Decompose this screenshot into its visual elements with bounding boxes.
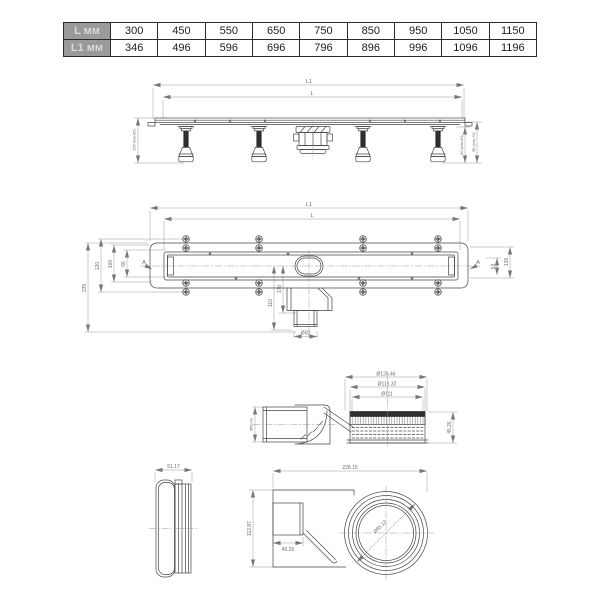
dim-label-l: L: [310, 91, 314, 97]
table-cell: 650: [252, 23, 299, 40]
dim-label-d111: Ø111: [381, 391, 393, 398]
bottom-view-drawing: [273, 486, 434, 582]
table-cell: 1050: [442, 23, 489, 40]
dim-label-l: L: [310, 213, 314, 219]
table-cell: 950: [394, 23, 441, 40]
dim-label-51-17: 51.17: [167, 464, 180, 470]
table-cell: 696: [252, 40, 299, 57]
table-cell: 850: [347, 23, 394, 40]
table-cell: 996: [394, 40, 441, 57]
table-cell: 1150: [489, 23, 536, 40]
dim-label-height-left: 105 (min-85): [132, 129, 137, 151]
adjustable-foot: [178, 127, 194, 162]
adjustable-foot: [355, 127, 371, 162]
trap-outline-top: [287, 288, 332, 327]
dim-label-45-26: 45.26: [447, 421, 453, 434]
dim-label-outlet-d50: Ø50: [300, 330, 311, 337]
dim-label-45-26b: 45.26: [281, 547, 295, 553]
bottom-views: [130, 455, 470, 600]
table-cell: 1096: [442, 40, 489, 57]
dim-label-height-right-outer: 98 (min-70): [472, 132, 476, 152]
dim-label-53: 53: [491, 263, 497, 270]
adjustable-foot: [430, 127, 446, 162]
dim-label-110: 110: [268, 299, 274, 307]
table-cell: 550: [205, 23, 252, 40]
dim-label-136: 136: [504, 257, 510, 267]
table-cell: 496: [158, 40, 205, 57]
table-row-L1: [64, 40, 537, 57]
dim-label-height-right-inner: 80 (min-60): [460, 135, 464, 155]
dim-label-66: 66: [121, 261, 127, 267]
table-cell: 346: [111, 40, 158, 57]
row-header-L: L мм: [64, 23, 111, 40]
dim-label-l1: L1: [305, 79, 313, 85]
end-view-drawing: [149, 480, 198, 577]
section-drawing: [253, 373, 428, 448]
table-cell: 450: [158, 23, 205, 40]
dim-label-170: 170: [277, 284, 283, 294]
dim-label-d50-09: Ø50.09: [249, 418, 254, 431]
dim-label-112-87: 112.87: [247, 521, 253, 536]
channel-body-drawing: [148, 118, 472, 162]
section-marker-a-left: A: [142, 260, 146, 266]
table-cell: 1196: [489, 40, 536, 57]
table-cell: 300: [111, 23, 158, 40]
adjustable-foot: [251, 127, 267, 162]
dim-label-228-15: 228.15: [342, 465, 358, 471]
table-cell: 896: [347, 40, 394, 57]
dim-label-120: 120: [95, 261, 101, 271]
dim-label-100: 100: [108, 259, 114, 269]
row-header-L1: L1 мм: [64, 40, 111, 57]
table-cell: 796: [300, 40, 347, 57]
size-table: [63, 22, 537, 57]
side-elevation-view: [60, 75, 540, 190]
table-row-L: [64, 23, 537, 40]
dim-label-l1: L1: [305, 202, 313, 208]
side-view-dimensions: [133, 79, 483, 163]
dim-label-d85-12: Ø85.12: [372, 519, 389, 536]
table-cell: 596: [205, 40, 252, 57]
dim-label-235: 235: [82, 283, 88, 293]
dim-label-d115: Ø115.32: [377, 381, 397, 388]
dim-label-d125: Ø125.46: [376, 371, 396, 378]
top-view-drawing: [140, 236, 480, 338]
section-marker-a-right: A: [476, 260, 480, 266]
top-view: [60, 195, 540, 345]
table-cell: 750: [300, 23, 347, 40]
